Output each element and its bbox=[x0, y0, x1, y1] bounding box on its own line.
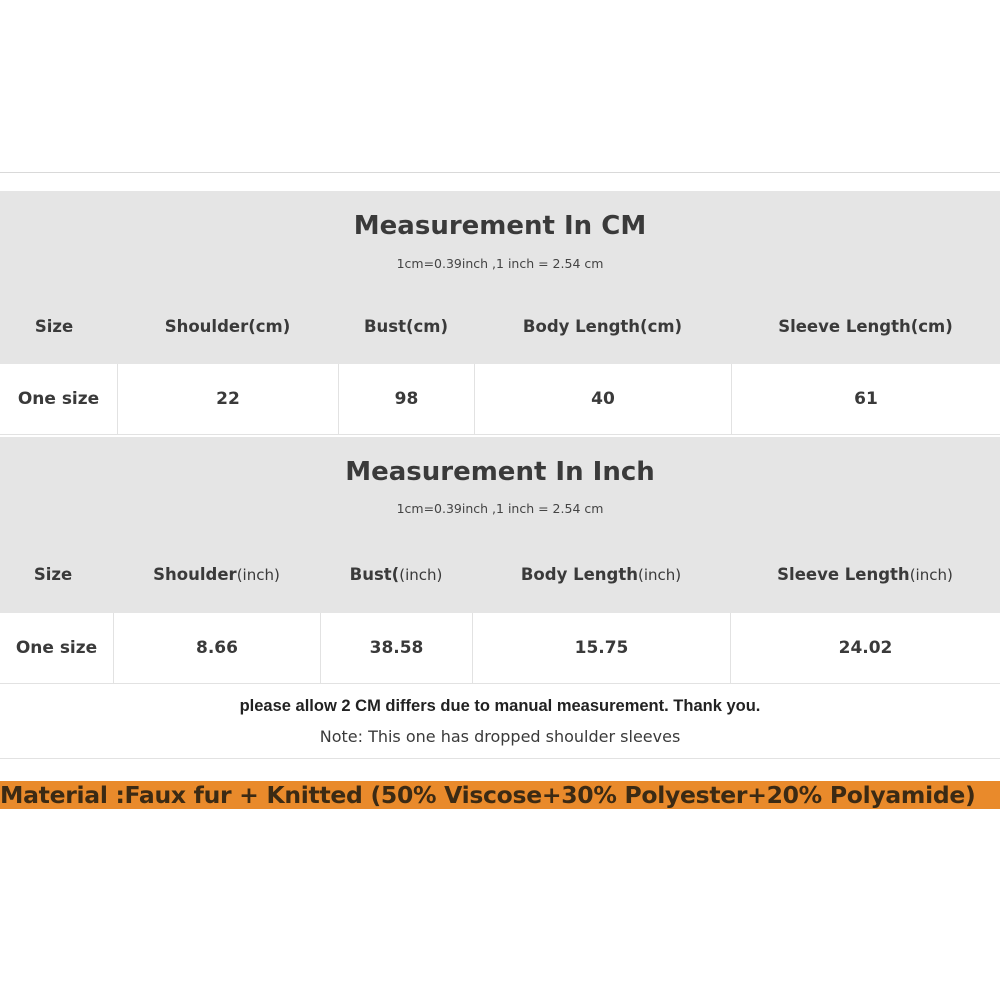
cm-header-size: Size bbox=[34, 317, 74, 336]
cm-cell-shoulder: 22 bbox=[117, 364, 338, 434]
cm-measurement-table bbox=[0, 191, 1000, 435]
cm-conversion-note: 1cm=0.39inch ,1 inch = 2.54 cm bbox=[396, 256, 604, 271]
inch-cell-bust: 38.58 bbox=[320, 613, 472, 683]
measurement-allowance-note: please allow 2 CM differs due to manual measurement. Thank you. bbox=[239, 697, 761, 715]
inch-header-sleeve-length-label: Sleeve Length bbox=[777, 565, 910, 584]
top-divider bbox=[0, 172, 1000, 173]
cm-header-bust: Bust(cm) bbox=[363, 317, 449, 336]
inch-table-header bbox=[0, 437, 1000, 613]
inch-header-body-length-unit: (inch) bbox=[637, 566, 682, 584]
inch-header-bust-unit: (inch) bbox=[399, 566, 443, 584]
inch-data-row bbox=[0, 613, 1000, 684]
inch-header-size-label: Size bbox=[33, 565, 73, 584]
inch-header-bust-label: Bust( bbox=[349, 565, 400, 584]
cm-data-row bbox=[0, 364, 1000, 435]
inch-header-shoulder-unit: (inch) bbox=[236, 566, 280, 584]
cm-table-title: Measurement In CM bbox=[353, 211, 647, 241]
inch-header-sleeve-length-unit: (inch) bbox=[909, 566, 953, 584]
cm-table-header bbox=[0, 191, 1000, 364]
cm-cell-size: One size bbox=[17, 389, 100, 409]
inch-conversion-note: 1cm=0.39inch ,1 inch = 2.54 cm bbox=[396, 501, 604, 516]
cm-header-body-length: Body Length(cm) bbox=[522, 317, 683, 336]
inch-header-size bbox=[0, 565, 106, 584]
inch-cell-body-length: 15.75 bbox=[472, 613, 730, 683]
dropped-shoulder-note: Note: This one has dropped shoulder sleeves bbox=[319, 727, 681, 746]
inch-header-body-length-label: Body Length bbox=[520, 565, 638, 584]
inch-table-title: Measurement In Inch bbox=[345, 457, 655, 487]
notes-divider bbox=[0, 758, 1000, 759]
inch-header-shoulder-label: Shoulder bbox=[153, 565, 237, 584]
inch-measurement-table bbox=[0, 437, 1000, 684]
inch-cell-size: One size bbox=[15, 638, 98, 658]
cm-cell-body-length: 40 bbox=[474, 364, 731, 434]
cm-header-sleeve-length: Sleeve Length(cm) bbox=[778, 317, 953, 336]
cm-header-shoulder: Shoulder(cm) bbox=[164, 317, 291, 336]
cm-cell-sleeve-length: 61 bbox=[731, 364, 1000, 434]
inch-header-body-length bbox=[472, 565, 730, 584]
inch-header-bust bbox=[320, 565, 472, 584]
inch-cell-shoulder: 8.66 bbox=[113, 613, 320, 683]
cm-cell-bust: 98 bbox=[338, 364, 474, 434]
inch-cell-sleeve-length: 24.02 bbox=[730, 613, 1000, 683]
inch-header-sleeve-length bbox=[730, 565, 1000, 584]
inch-header-shoulder bbox=[113, 565, 320, 584]
material-banner: Material :Faux fur + Knitted (50% Viscose+30% Polyester+20% Polyamide) bbox=[0, 781, 1000, 809]
